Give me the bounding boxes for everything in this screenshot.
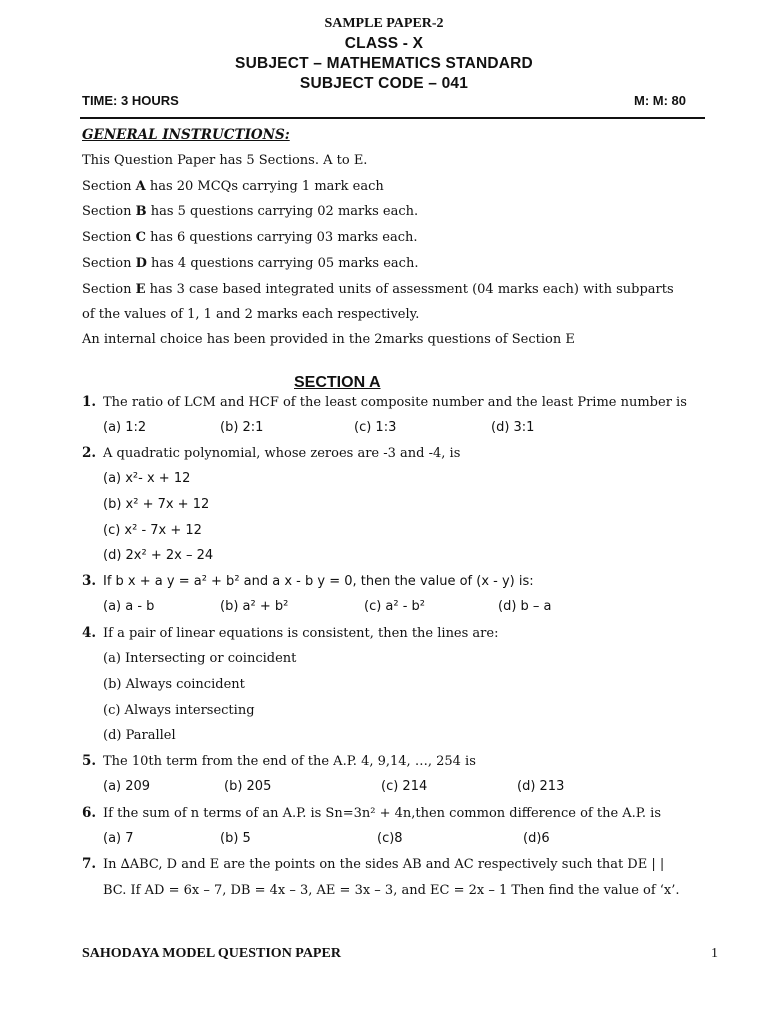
- option-d: (d) 2x² + 2x – 24: [103, 548, 214, 563]
- option-c: (c) Always intersecting: [103, 703, 255, 718]
- instruction-section-c: [82, 230, 418, 245]
- option-c: (c)8: [377, 831, 403, 846]
- question-number: 1.: [82, 394, 97, 410]
- section-letter: B: [135, 204, 147, 219]
- question-text: The ratio of LCM and HCF of the least composite number and the least Prime number is: [103, 395, 687, 410]
- section-letter: A: [135, 179, 146, 194]
- instruction-prefix: Section: [82, 204, 136, 219]
- section-letter: D: [135, 256, 147, 271]
- class-heading: CLASS - X: [344, 35, 424, 52]
- question-number: 5.: [82, 753, 97, 769]
- question-text: A quadratic polynomial, whose zeroes are -3 and -4, is: [103, 446, 461, 461]
- option-d: (d)6: [523, 831, 550, 846]
- instruction-text: has 4 questions carrying 05 marks each.: [146, 256, 419, 271]
- time-label: TIME: 3 HOURS: [82, 93, 179, 108]
- instruction-section-d: [82, 256, 418, 271]
- option-a: (a) a - b: [103, 599, 155, 614]
- paper-title: SAMPLE PAPER-2: [324, 16, 444, 31]
- subject-heading: SUBJECT – MATHEMATICS STANDARD: [235, 55, 533, 72]
- option-d: (d) 3:1: [491, 420, 535, 435]
- instruction-section-e-continued: of the values of 1, 1 and 2 marks each respectively.: [82, 307, 420, 322]
- question-text: The 10th term from the end of the A.P. 4, 9,14, …, 254 is: [103, 754, 476, 769]
- option-a: (a) 209: [103, 779, 151, 794]
- option-d: (d) 213: [517, 779, 565, 794]
- header-divider: [80, 117, 705, 119]
- option-a: (a) 7: [103, 831, 134, 846]
- instruction-section-b: [82, 204, 418, 219]
- page-number: 1: [711, 946, 718, 961]
- question-number: 6.: [82, 805, 97, 821]
- option-c: (c) x² - 7x + 12: [103, 523, 202, 538]
- option-d: (d) b – a: [498, 599, 552, 614]
- section-letter: E: [135, 282, 146, 297]
- option-a: (a) 1:2: [103, 420, 147, 435]
- instruction-line: This Question Paper has 5 Sections. A to E.: [82, 153, 368, 168]
- instruction-section-e: [82, 282, 674, 297]
- instructions-title: GENERAL INSTRUCTIONS:: [82, 127, 290, 143]
- footer-label: SAHODAYA MODEL QUESTION PAPER: [82, 946, 341, 961]
- instruction-text: has 20 MCQs carrying 1 mark each: [145, 179, 384, 194]
- question-text: If the sum of n terms of an A.P. is Sn=3n² + 4n,then common difference of the A.P. is: [103, 806, 661, 821]
- question-number: 2.: [82, 445, 97, 461]
- instruction-prefix: Section: [82, 230, 136, 245]
- option-c: (c) 214: [381, 779, 428, 794]
- question-text-continued: BC. If AD = 6x – 7, DB = 4x – 3, AE = 3x – 3, and EC = 2x – 1 Then find the value of ‘x’.: [103, 883, 680, 898]
- question-text: If a pair of linear equations is consistent, then the lines are:: [103, 626, 499, 641]
- option-d: (d) Parallel: [103, 728, 176, 743]
- instruction-text: has 3 case based integrated units of assessment (04 marks each) with subparts: [145, 282, 674, 297]
- instruction-internal-choice: An internal choice has been provided in the 2marks questions of Section E: [82, 332, 575, 347]
- option-a: (a) Intersecting or coincident: [103, 651, 297, 666]
- question-text: In ∆ABC, D and E are the points on the sides AB and AC respectively such that DE | |: [103, 857, 665, 872]
- option-b: (b) x² + 7x + 12: [103, 497, 210, 512]
- question-text: If b x + a y = a² + b² and a x - b y = 0, then the value of (x - y) is:: [103, 574, 534, 589]
- instruction-text: has 6 questions carrying 03 marks each.: [145, 230, 418, 245]
- instruction-prefix: Section: [82, 179, 136, 194]
- instruction-prefix: Section: [82, 256, 136, 271]
- option-a: (a) x²- x + 12: [103, 471, 191, 486]
- instruction-section-a: [82, 179, 384, 194]
- section-a-title: SECTION A: [294, 374, 381, 391]
- section-letter: C: [135, 230, 146, 245]
- instruction-text: has 5 questions carrying 02 marks each.: [146, 204, 419, 219]
- option-b: (b) 2:1: [220, 420, 264, 435]
- option-c: (c) 1:3: [354, 420, 397, 435]
- question-number: 4.: [82, 625, 97, 641]
- question-number: 3.: [82, 573, 97, 589]
- subject-code-heading: SUBJECT CODE – 041: [299, 75, 469, 92]
- option-b: (b) a² + b²: [220, 599, 289, 614]
- max-marks-label: M: M: 80: [634, 93, 686, 108]
- option-b: (b) 205: [224, 779, 272, 794]
- instruction-prefix: Section: [82, 282, 136, 297]
- option-b: (b) 5: [220, 831, 251, 846]
- option-b: (b) Always coincident: [103, 677, 245, 692]
- question-number: 7.: [82, 856, 97, 872]
- option-c: (c) a² - b²: [364, 599, 426, 614]
